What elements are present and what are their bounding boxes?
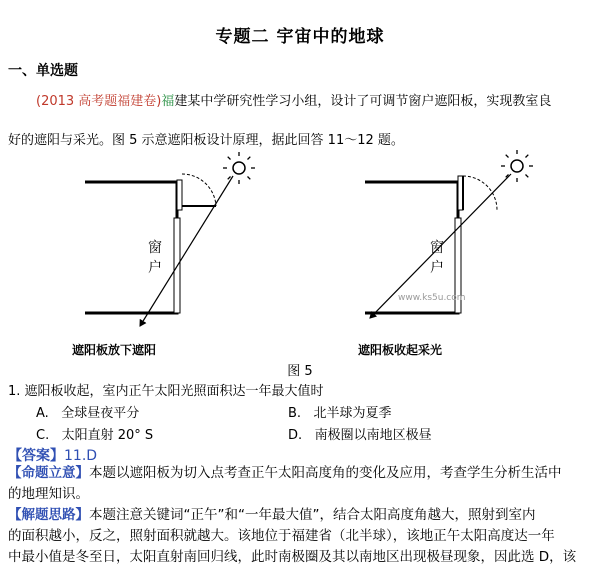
question-stem: 1. 遮阳板收起，室内正午太阳光照面积达一年最大值时 [8,384,324,399]
section-heading: 一、单选题 [8,63,78,79]
left-wall-outline [85,182,177,313]
answer-line [8,445,97,465]
right-diagram [358,150,533,357]
option-label: A. [36,406,49,421]
right-window-label-2: 户 [430,260,444,276]
intro-text: 建某中学研究性学习小组，设计了可调节窗户遮阳板，实现教室良 [174,94,552,109]
watermark: www.ks5u.com [398,293,466,303]
intro-line-2: 好的遮阳与采光。图 5 示意遮阳板设计原理，据此回答 11～12 题。 [8,133,404,148]
option-text: 太阳直射 20° S [61,428,154,443]
left-window-label-1: 窗 [148,240,162,256]
option-b [288,402,391,421]
thinking-line-1: 【解题思路】本题注意关键词“正午”和“一年最大值”，结合太阳高度角越大，照射到室内 [8,507,536,523]
left-sun-icon [233,162,245,174]
intro-line-1 [36,90,551,109]
question-source: (2013 高考题福建卷) [36,94,162,109]
thinking-line-2: 的面积越小，反之，照射面积就越大。该地位于福建省（北半球），该地正午太阳高度达一年 [8,528,555,544]
option-text: 南极圈以南地区极昼 [314,428,432,443]
thinking-line-3: 中最小值是冬至日，太阳直射南回归线，此时南极圈及其以南地区出现极昼现象，因此选 D，该 [8,549,577,565]
right-caption: 遮阳板收起采光 [358,343,443,357]
highlight-char: 福 [161,94,175,109]
option-label: C. [36,428,50,443]
intent-tag: 【命题立意】 [8,465,89,481]
answer-value: 11.D [64,448,98,464]
sunshade-diagram [0,148,600,358]
right-window-label-1: 窗 [430,240,444,256]
left-diagram [72,152,255,357]
option-d [288,424,432,443]
figure-label: 图 5 [287,364,313,379]
left-swing-arc [182,174,216,206]
left-shade-panel [177,180,182,210]
right-sun-icon [511,160,523,172]
option-a [36,402,139,421]
option-c [36,424,153,443]
left-caption: 遮阳板放下遮阳 [72,343,157,357]
option-text: 全球昼夜平分 [61,406,140,421]
option-label: B. [288,406,302,421]
intent-paragraph [8,463,592,505]
intent-line-1: 【命题立意】本题以遮阳板为切入点考查正午太阳高度角的变化及应用，考查学生分析生活中 [8,465,562,481]
option-label: D. [288,428,303,443]
thinking-tag: 【解题思路】 [8,507,89,523]
answer-tag: 【答案】 [8,448,64,464]
page-title: 专题二 宇宙中的地球 [215,27,385,47]
intent-line-2: 的地理知识。 [8,486,89,502]
left-window-label-2: 户 [148,260,162,276]
thinking-paragraph [8,505,592,568]
option-text: 北半球为夏季 [313,406,392,421]
